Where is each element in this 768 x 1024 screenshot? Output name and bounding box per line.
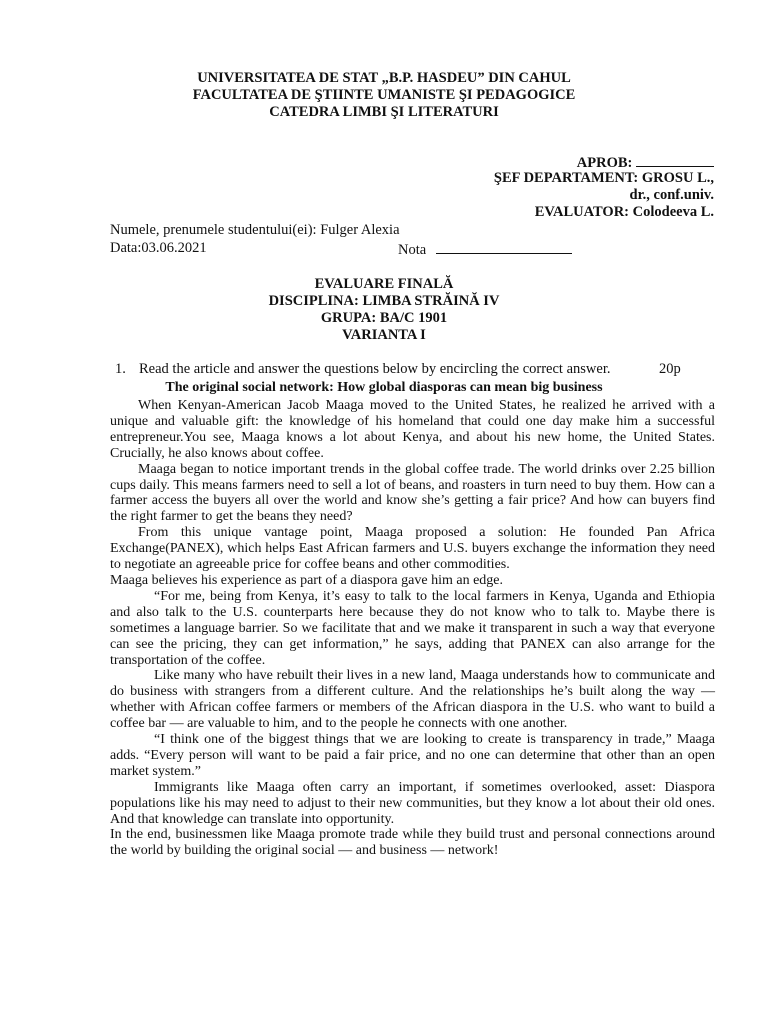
evaluator-name: Colodeeva L. bbox=[632, 204, 714, 220]
faculty-name: FACULTATEA DE ŞTIINTE UMANISTE ŞI PEDAGOGICE bbox=[192, 87, 576, 103]
article-paragraph: When Kenyan-American Jacob Maaga moved to the United States, he realized he arrived with a unique and valuable gift: the knowledge of his homeland that could one day make him a successful entrepreneur.You see, Maaga knows a lot about Kenya, and about his new home, the United States. Crucially, he also knows about coffee. bbox=[110, 398, 715, 461]
date-value: 03.06.2021 bbox=[141, 240, 207, 256]
department-head-title: dr., conf.univ. bbox=[629, 187, 714, 203]
student-name-line bbox=[110, 222, 400, 239]
evaluator-label: EVALUATOR: bbox=[534, 204, 630, 220]
article-paragraph: Maaga believes his experience as part of a diaspora gave him an edge. bbox=[110, 572, 503, 588]
exam-title: EVALUARE FINALĂ bbox=[314, 276, 454, 292]
evaluator-line bbox=[535, 204, 714, 221]
department-name: CATEDRA LIMBI ŞI LITERATURI bbox=[269, 104, 499, 120]
exam-discipline: DISCIPLINA: LIMBA STRĂINĂ IV bbox=[268, 293, 500, 309]
date-line bbox=[110, 240, 207, 257]
task-instruction: Read the article and answer the questions below by encircling the correct answer. bbox=[139, 361, 611, 377]
grade-blank bbox=[436, 240, 572, 254]
article-paragraph: From this unique vantage point, Maaga proposed a solution: He founded Pan Africa Exchange(PANEX), which helps East African farmers and U.S. buyers exchange the information they need to negotiate an agreeable price for coffee beans and other commodities. bbox=[110, 525, 715, 573]
grade-line bbox=[398, 240, 572, 259]
article-paragraph: “I think one of the biggest things that we are looking to create is transparency in trade,” Maaga adds. “Every person will want to be paid a fair price, and no one can determine that other than an open market system.” bbox=[110, 732, 715, 779]
article-paragraph: Maaga began to notice important trends in the global coffee trade. The world drinks over 2.25 billion cups daily. This means farmers need to sell a lot of beans, and roasters in turn need to buy them. How can a farmer access the buyers all over the world and know she’s getting a fair price? And how can buyers find the right farmer to get the beans they need? bbox=[110, 461, 715, 525]
article-title: The original social network: How global diasporas can mean big business bbox=[165, 380, 603, 395]
aprob-label: APROB: bbox=[576, 155, 633, 171]
grade-label: Nota bbox=[398, 242, 427, 258]
article-paragraph: Like many who have rebuilt their lives in a new land, Maaga understands how to communicate and do business with strangers from a different culture. And the relationships he’s built along the way — whether with African coffee farmers or members of the African diaspora in the U.S. who want to build a coffee bar — are valuable to him, and to the people he connects with one another. bbox=[110, 668, 715, 732]
article-paragraph: Immigrants like Maaga often carry an important, if sometimes overlooked, asset: Diaspora populations like his may need to adjust to their new communities, but they know a lot about their old ones. And that knowledge can translate into opportunity. bbox=[110, 779, 715, 827]
task-number: 1. bbox=[115, 361, 126, 377]
student-name-value: Fulger Alexia bbox=[320, 222, 400, 238]
article-body bbox=[110, 398, 715, 859]
aprob-signature-blank bbox=[636, 153, 714, 167]
date-label: Data: bbox=[110, 240, 142, 256]
exam-group: GRUPA: BA/C 1901 bbox=[320, 310, 448, 326]
article-paragraph: In the end, businessmen like Maaga promote trade while they build trust and personal connections around the world by building the original social — and business — network! bbox=[110, 827, 715, 859]
department-head: ŞEF DEPARTAMENT: GROSU L., bbox=[493, 170, 714, 186]
article-paragraph: “For me, being from Kenya, it’s easy to talk to the local farmers in Kenya, Uganda and Ethiopia and also talk to the U.S. counterparts here because they do not know who to talk to. Maybe there is sometimes a language barrier. So we facilitate that and we make it transparent in such a way that everyone can see the pricing, they can get information,” he says, adding that PANEX can also arrange for the transportation of the coffee. bbox=[110, 588, 715, 668]
student-name-label: Numele, prenumele studentului(ei): bbox=[110, 222, 317, 238]
university-name: UNIVERSITATEA DE STAT „B.P. HASDEU” DIN CAHUL bbox=[197, 70, 571, 86]
exam-variant: VARIANTA I bbox=[342, 327, 426, 343]
task-points: 20p bbox=[659, 361, 681, 377]
